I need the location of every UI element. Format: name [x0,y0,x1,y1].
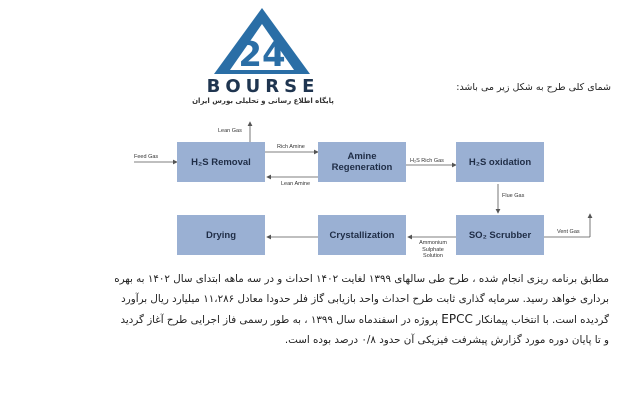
logo-tagline: پایگاه اطلاع رسانی و تحلیلی بورس ایران [192,97,334,105]
body-paragraph [40,269,609,350]
lean-gas-label: Lean Gas [218,128,242,134]
amine-regeneration-box: Amine Regeneration [318,142,406,182]
h2s-removal-box: H₂S Removal [177,142,265,182]
crystallization-box: Crystallization [318,215,406,255]
paragraph-line-2: برداری خواهد رسید. سرمایه گذاری ثابت طرح احداث واحد بازیابی گاز فلر حدودا معادل ۱۱،۲۸۶ میلیارد ریال برآورد [121,293,609,305]
so2-scrubber-box: SO₂ Scrubber [456,215,544,255]
ammonium-sulphate-label: Ammonium Sulphate Solution [419,240,447,259]
h2s-rich-gas-label: H₂S Rich Gas [410,158,444,164]
paragraph-line-3-start: گردیده است. با انتخاب پیمانکار [476,314,609,326]
paragraph-line-3-end: پروژه در اسفندماه سال ۱۳۹۹ ، به طور رسمی فاز اجرایی طرح آغاز گردید [120,314,439,326]
vent-gas-label: Vent Gas [557,229,580,235]
rich-amine-label: Rich Amine [277,144,305,150]
logo-wordmark: BOURSE [206,76,320,97]
logo-mark-text: 24 [238,35,286,75]
paragraph-line-4: و تا پایان دوره مورد گزارش پیشرفت فیزیکی آن حدود ۰/۸ درصد بوده است. [284,334,609,346]
feed-gas-label: Feed Gas [134,154,159,160]
paragraph-line-3 [40,309,609,330]
lean-amine-label: Lean Amine [281,181,311,187]
intro-text: شمای کلی طرح به شکل زیر می باشد: [456,82,611,93]
drying-box: Drying [177,215,265,255]
paragraph-line-1: مطابق برنامه ریزی انجام شده ، طرح طی سالهای ۱۳۹۹ لغایت ۱۴۰۲ احداث و در سه ماهه ابتدای سال ۱۴۰۲ به بهره [114,273,609,285]
flue-gas-label: Flue Gas [502,193,525,199]
epcc-code: EPCC [441,312,473,326]
h2s-oxidation-box: H₂S oxidation [456,142,544,182]
